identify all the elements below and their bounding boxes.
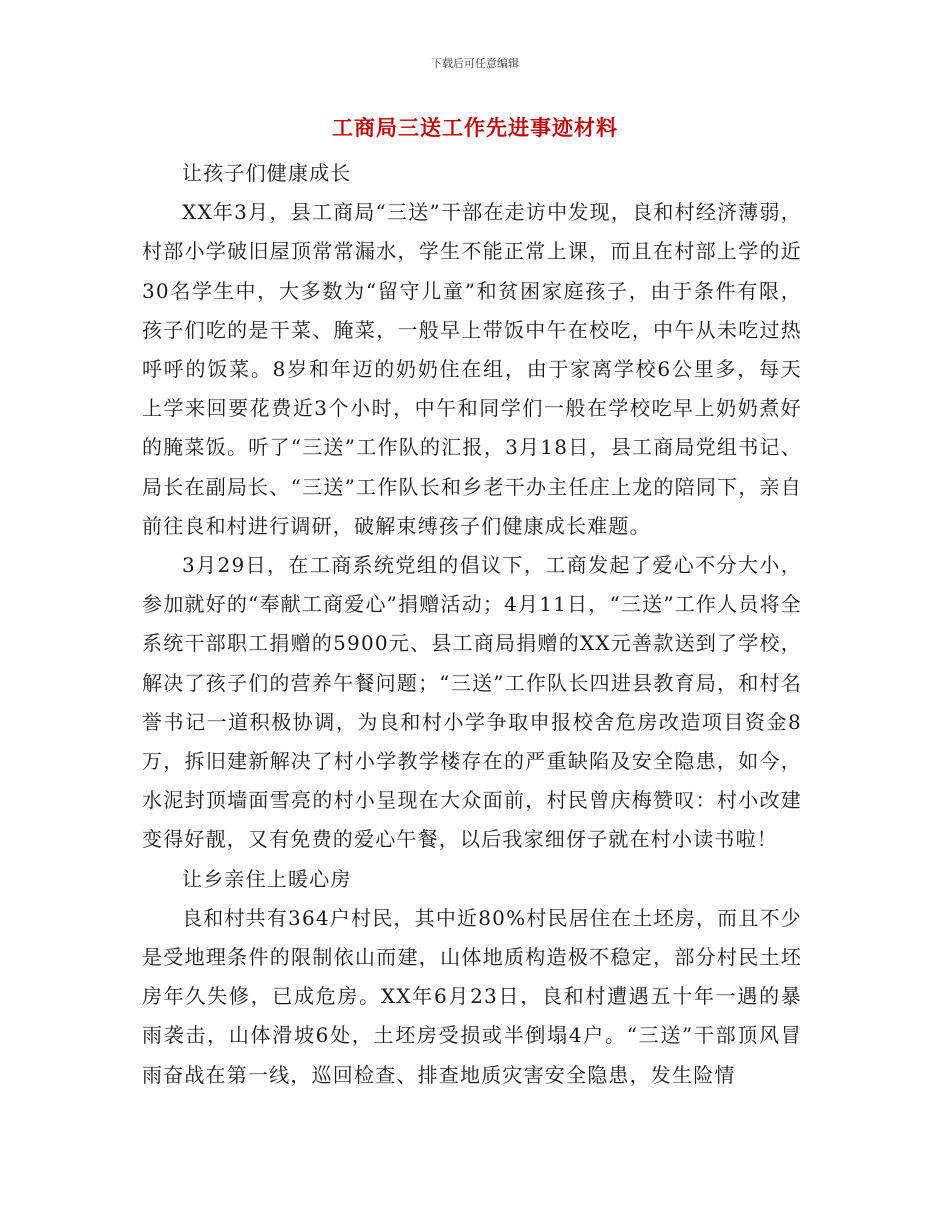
section-heading-housing: 让乡亲住上暖心房 [182,866,352,891]
body-paragraph: 3月29日，在工商系统党组的倡议下，工商发起了爱心不分大小，参加就好的“奉献工商爱心”捐赠活动；4月11日，“三送”工作人员将全系统干部职工捐赠的5900元、县工商局捐赠的XX元善款送到了学校，解决了孩子们的营养午餐问题；“三送”工作队长四进县教育局，和村名誉书记一道积极协调，为良和村小学争取申报校舍危房改造项目资金8万，拆旧建新解决了村小学教学楼存在的严重缺陷及安全隐患，如今，水泥封顶墙面雪亮的村小呈现在大众面前，村民曾庆梅赞叹：村小改建变得好靓，又有免费的爱心午餐，以后我家细伢子就在村小读书啦！ [142,553,802,852]
document-body [142,154,802,1095]
body-paragraph: 良和村共有364户村民，其中近80%村民居住在土坯房，而且不少是受地理条件的限制依山而建，山体地质构造极不稳定，部分村民土坯房年久失修，已成危房。XX年6月23日，良和村遭遇五十年一遇的暴雨袭击，山体滑坡6处，土坯房受损或半倒塌4户。“三送”干部顶风冒雨奋战在第一线，巡回检查、排查地质灾害安全隐患，发生险情 [142,905,802,1087]
document-title: 工商局三送工作先进事迹材料 [332,115,618,140]
header-note: 下载后可任意编辑 [431,57,519,70]
section-heading-children: 让孩子们健康成长 [182,161,352,185]
body-paragraph: XX年3月，县工商局“三送”干部在走访中发现，良和村经济薄弱，村部小学破旧屋顶常常漏水，学生不能正常上课，而且在村部上学的近30名学生中，大多数为“留守儿童”和贫困家庭孩子，由于条件有限，孩子们吃的是干菜、腌菜，一般早上带饭中午在校吃，中午从未吃过热呼呼的饭菜。8岁和年迈的奶奶住在组，由于家离学校6公里多，每天上学来回要花费近3个小时，中午和同学们一般在学校吃早上奶奶煮好的腌菜饭。听了“三送”工作队的汇报，3月18日，县工商局党组书记、局长在副局长、“三送”工作队长和乡老干办主任庄上龙的陪同下，亲自前往良和村进行调研，破解束缚孩子们健康成长难题。 [142,200,802,538]
